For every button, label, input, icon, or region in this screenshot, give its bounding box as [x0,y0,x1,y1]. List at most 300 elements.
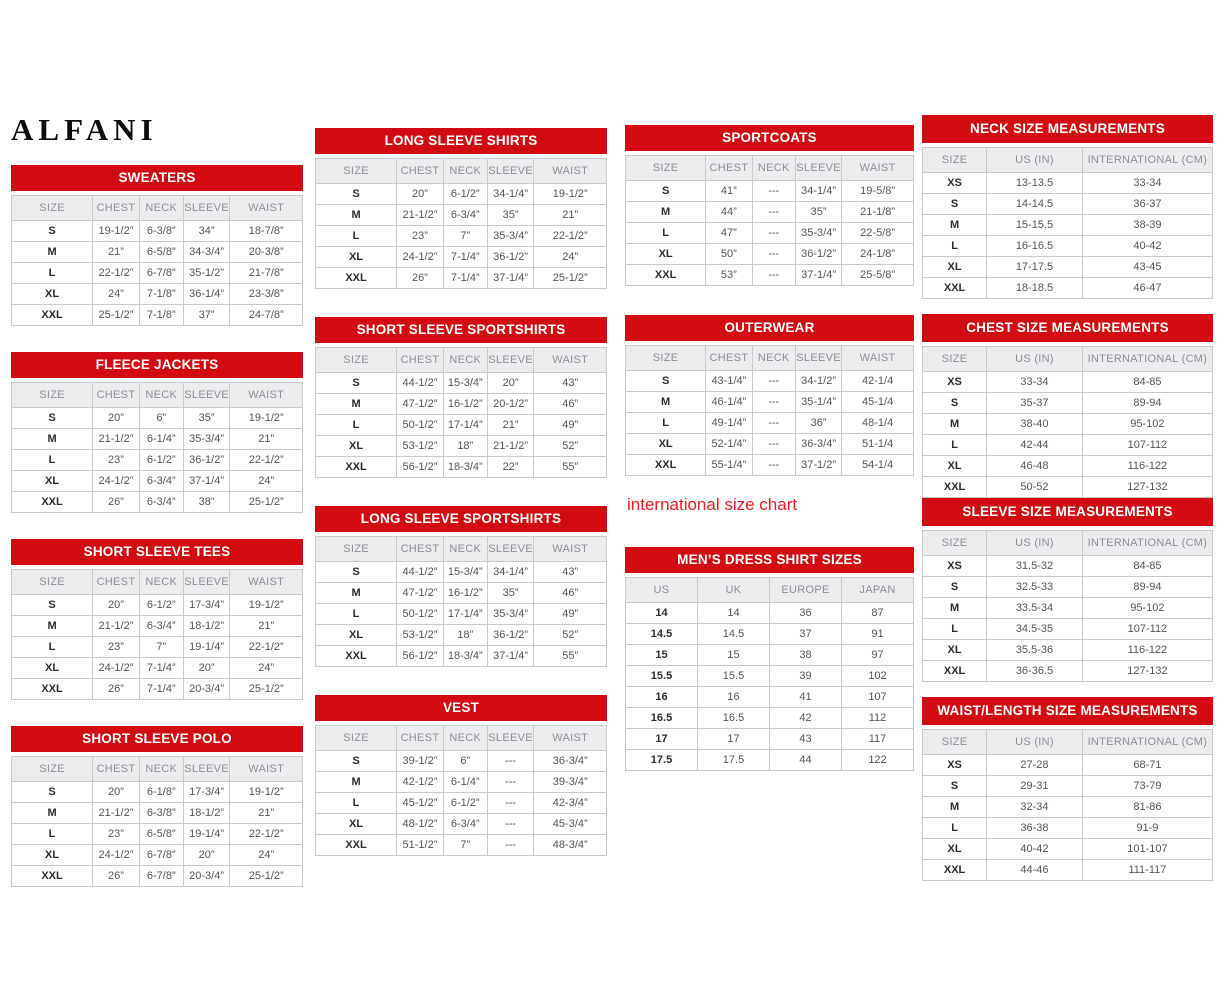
table-cell: 42-44 [987,435,1083,456]
table-row [316,751,607,772]
column-header: NECK [139,570,183,595]
table-cell: 18” [443,436,487,457]
long-sleeve-sportshirts-section [315,506,607,667]
table-cell: 40-42 [987,839,1083,860]
table-cell: XXL [626,265,706,286]
column-header: SIZE [316,159,397,184]
column-header: US (IN) [987,531,1083,556]
table-cell: 35” [487,583,534,604]
table-cell: 51-1/2” [397,835,444,856]
header-row [12,196,303,221]
table-cell: 47” [706,223,752,244]
table-cell: 46” [534,583,607,604]
waist-length-size-measurements-table [922,729,1213,881]
table-cell: 15-15.5 [987,215,1083,236]
chest-size-measurements-title: CHEST SIZE MEASUREMENTS [922,314,1213,342]
table-row [12,616,303,637]
table-cell: 19-1/2” [534,184,607,205]
table-cell: 22-1/2” [230,637,303,658]
column-header: CHEST [397,159,444,184]
table-cell: 33-34 [987,372,1083,393]
table-cell: 116-122 [1082,640,1212,661]
table-cell: S [12,408,93,429]
table-cell: 127-132 [1082,477,1212,498]
table-cell: 55” [534,457,607,478]
table-cell: 43” [534,373,607,394]
header-row [626,346,914,371]
table-row [923,372,1213,393]
table-row [923,818,1213,839]
table-row [626,181,914,202]
table-row [12,845,303,866]
column-header: SLEEVE [795,346,841,371]
table-row [12,471,303,492]
column-header: NECK [139,757,183,782]
column-header: INTERNATIONAL (CM) [1082,148,1212,173]
long-sleeve-shirts-title: LONG SLEEVE SHIRTS [315,128,607,154]
short-sleeve-sportshirts-title: SHORT SLEEVE SPORTSHIRTS [315,317,607,343]
table-cell: M [626,392,706,413]
table-cell: 6-3/8” [139,221,183,242]
table-cell: 24-1/2” [397,247,444,268]
table-cell: 18” [443,625,487,646]
table-cell: 49-1/4” [706,413,752,434]
column-header: WAIST [230,383,303,408]
table-cell: 6-3/8” [139,803,183,824]
table-cell: XL [923,456,987,477]
header-row [316,537,607,562]
table-cell: 22” [487,457,534,478]
header-row [316,726,607,751]
table-cell: 16.5 [626,708,698,729]
table-cell: 39-3/4” [534,772,607,793]
table-cell: XS [923,372,987,393]
table-row [316,205,607,226]
table-cell: 34-3/4” [183,242,230,263]
table-row [923,640,1213,661]
column-header: UK [698,578,770,603]
table-cell: 6-3/4” [139,471,183,492]
header-row [12,757,303,782]
table-cell: 16-1/2” [443,583,487,604]
table-cell: 20-3/4” [183,679,230,700]
table-cell: S [316,751,397,772]
international-size-chart-label: international size chart [627,495,798,514]
table-cell: --- [752,244,795,265]
table-row [316,625,607,646]
column-2 [315,128,607,884]
table-cell: 38” [183,492,230,513]
table-cell: 34” [183,221,230,242]
table-cell: 24” [230,845,303,866]
table-cell: 53-1/2” [397,436,444,457]
table-cell: 38-40 [987,414,1083,435]
column-header: SLEEVE [795,156,841,181]
table-cell: 21-7/8” [230,263,303,284]
outerwear-section [625,315,914,476]
table-cell: M [316,583,397,604]
table-cell: 50-1/2” [397,415,444,436]
table-cell: 6” [139,408,183,429]
table-cell: 22-1/2” [230,450,303,471]
column-header: JAPAN [842,578,914,603]
table-cell: 15-3/4” [443,562,487,583]
table-cell: 34-1/2” [795,371,841,392]
header-row [12,570,303,595]
table-cell: 37-1/4” [795,265,841,286]
table-cell: XXL [12,679,93,700]
column-header: SIZE [923,148,987,173]
table-cell: 42-1/2” [397,772,444,793]
table-cell: 35-3/4” [487,226,534,247]
table-cell: 6-1/4” [443,772,487,793]
table-cell: 44 [770,750,842,771]
table-cell: 16.5 [698,708,770,729]
table-cell: 35-37 [987,393,1083,414]
mens-dress-shirt-sizes-title: MEN’S DRESS SHIRT SIZES [625,547,914,573]
table-cell: 55” [534,646,607,667]
table-cell: XL [923,257,987,278]
mens-dress-shirt-sizes-section [625,547,914,771]
table-row [923,456,1213,477]
column-header: SLEEVE [183,196,230,221]
table-cell: 22-1/2” [534,226,607,247]
table-cell: XL [12,658,93,679]
table-row [923,393,1213,414]
table-row [12,408,303,429]
table-row [626,603,914,624]
table-cell: 35-1/2” [183,263,230,284]
table-row [923,776,1213,797]
table-cell: 36-1/4” [183,284,230,305]
table-cell: 43-45 [1082,257,1212,278]
table-cell: 7-1/8” [139,305,183,326]
table-cell: 24” [230,471,303,492]
table-cell: --- [752,455,795,476]
table-row [12,595,303,616]
table-cell: M [316,205,397,226]
table-cell: 55-1/4” [706,455,752,476]
table-cell: 6-7/8” [139,263,183,284]
table-cell: 46-1/4” [706,392,752,413]
table-row [12,824,303,845]
table-row [316,793,607,814]
table-cell: 14 [698,603,770,624]
table-cell: XXL [12,866,93,887]
table-cell: 6-1/4” [139,429,183,450]
sleeve-size-measurements-section [922,498,1213,682]
table-cell: L [12,263,93,284]
column-header: WAIST [842,346,914,371]
table-cell: 15.5 [626,666,698,687]
table-cell: 36-36.5 [987,661,1083,682]
long-sleeve-sportshirts-title: LONG SLEEVE SPORTSHIRTS [315,506,607,532]
table-cell: 42-1/4 [842,371,914,392]
table-cell: 34.5-35 [987,619,1083,640]
alfani-logo: ALFANI [11,112,158,147]
table-cell: 89-94 [1082,577,1212,598]
column-header: INTERNATIONAL (CM) [1082,730,1212,755]
table-cell: XXL [12,492,93,513]
table-cell: 21-1/2” [93,803,140,824]
table-cell: 42 [770,708,842,729]
table-row [626,413,914,434]
table-cell: 23” [397,226,444,247]
table-cell: 37-1/4” [487,646,534,667]
table-cell: S [316,373,397,394]
table-cell: 6-7/8” [139,866,183,887]
table-cell: 122 [842,750,914,771]
table-cell: 21” [230,616,303,637]
table-row [626,750,914,771]
table-row [923,598,1213,619]
table-cell: 50-52 [987,477,1083,498]
table-cell: 41 [770,687,842,708]
table-row [12,429,303,450]
sportcoats-section [625,125,914,286]
table-cell: 33-34 [1082,173,1212,194]
table-cell: XXL [12,305,93,326]
table-cell: 41” [706,181,752,202]
neck-size-measurements-section [922,115,1213,299]
table-cell: 24” [230,658,303,679]
table-cell: 20” [93,595,140,616]
column-header: NECK [443,537,487,562]
table-cell: 45-3/4” [534,814,607,835]
table-cell: 16 [698,687,770,708]
table-cell: 35-3/4” [183,429,230,450]
table-cell: 27-28 [987,755,1083,776]
table-cell: L [316,226,397,247]
table-cell: 20” [487,373,534,394]
table-cell: 68-71 [1082,755,1212,776]
table-cell: 44-1/2” [397,562,444,583]
table-cell: 20” [397,184,444,205]
table-cell: 56-1/2” [397,457,444,478]
waist-length-size-measurements-title: WAIST/LENGTH SIZE MEASUREMENTS [922,697,1213,725]
table-cell: M [12,616,93,637]
table-row [923,236,1213,257]
table-cell: 53-1/2” [397,625,444,646]
table-cell: 97 [842,645,914,666]
table-cell: 6-3/4” [139,616,183,637]
table-cell: 35” [795,202,841,223]
table-cell: L [923,236,987,257]
table-cell: 38 [770,645,842,666]
table-cell: 36-38 [987,818,1083,839]
table-cell: 18-3/4” [443,646,487,667]
table-cell: L [12,637,93,658]
table-cell: L [923,818,987,839]
table-cell: 34-1/4” [487,184,534,205]
column-header: NECK [443,159,487,184]
sweaters-title: SWEATERS [11,165,303,191]
table-cell: 26” [93,679,140,700]
table-row [923,215,1213,236]
header-row [316,348,607,373]
table-cell: 17 [626,729,698,750]
vest-section [315,695,607,856]
header-row [316,159,607,184]
column-header: SLEEVE [183,570,230,595]
column-header: NECK [752,346,795,371]
column-header: WAIST [534,726,607,751]
column-header: WAIST [534,537,607,562]
table-cell: M [923,215,987,236]
table-cell: 107-112 [1082,619,1212,640]
table-cell: 21” [534,205,607,226]
table-cell: 6-5/8” [139,824,183,845]
table-row [626,687,914,708]
table-cell: S [923,393,987,414]
table-cell: 21” [93,242,140,263]
table-row [316,394,607,415]
table-cell: 25-1/2” [230,679,303,700]
table-cell: 6-1/2” [139,450,183,471]
table-cell: 17-1/4” [443,415,487,436]
table-cell: XXL [923,860,987,881]
table-cell: 15-3/4” [443,373,487,394]
table-cell: 18-18.5 [987,278,1083,299]
table-row [626,729,914,750]
sleeve-size-measurements-table [922,530,1213,682]
table-cell: 23-3/8” [230,284,303,305]
table-cell: S [626,181,706,202]
column-header: NECK [443,726,487,751]
table-cell: 107 [842,687,914,708]
long-sleeve-shirts-table [315,158,607,289]
header-row [923,730,1213,755]
table-cell: 44” [706,202,752,223]
long-sleeve-sportshirts-table [315,536,607,667]
table-cell: XS [923,173,987,194]
table-cell: 7” [139,637,183,658]
table-row [12,803,303,824]
table-cell: 33.5-34 [987,598,1083,619]
table-cell: M [316,394,397,415]
column-3 [625,125,914,800]
table-cell: 21-1/8” [842,202,914,223]
table-cell: 35-3/4” [487,604,534,625]
short-sleeve-tees-table [11,569,303,700]
table-row [626,244,914,265]
fleece-jackets-title: FLEECE JACKETS [11,352,303,378]
column-header: US (IN) [987,347,1083,372]
table-cell: 84-85 [1082,556,1212,577]
table-cell: 46” [534,394,607,415]
table-cell: 46-48 [987,456,1083,477]
table-cell: 48-1/4 [842,413,914,434]
table-row [316,835,607,856]
table-cell: 29-31 [987,776,1083,797]
table-cell: XL [626,244,706,265]
column-header: INTERNATIONAL (CM) [1082,531,1212,556]
table-cell: XXL [316,268,397,289]
table-cell: 37 [770,624,842,645]
table-row [12,450,303,471]
table-cell: 21” [230,429,303,450]
table-row [316,268,607,289]
table-cell: 15.5 [698,666,770,687]
header-row [12,383,303,408]
table-cell: 36-37 [1082,194,1212,215]
table-row [923,173,1213,194]
short-sleeve-polo-section [11,726,303,887]
table-cell: XS [923,755,987,776]
table-cell: S [316,184,397,205]
table-row [923,755,1213,776]
column-header: SLEEVE [487,159,534,184]
table-row [316,436,607,457]
column-header: NECK [752,156,795,181]
table-cell: XL [316,814,397,835]
table-cell: 36-3/4” [795,434,841,455]
table-cell: 21-1/2” [93,429,140,450]
table-cell: 19-1/2” [230,782,303,803]
table-row [316,226,607,247]
table-cell: XXL [316,457,397,478]
table-cell: --- [487,814,534,835]
table-cell: L [626,413,706,434]
column-header: SIZE [316,348,397,373]
header-row [626,156,914,181]
column-header: WAIST [230,570,303,595]
table-cell: 91-9 [1082,818,1212,839]
table-cell: 43-1/4” [706,371,752,392]
table-cell: 95-102 [1082,414,1212,435]
table-cell: 56-1/2” [397,646,444,667]
table-cell: 15 [698,645,770,666]
table-cell: 22-5/8” [842,223,914,244]
column-header: NECK [443,348,487,373]
sportcoats-title: SPORTCOATS [625,125,914,151]
table-cell: XL [626,434,706,455]
table-cell: 127-132 [1082,661,1212,682]
table-cell: 17-3/4” [183,595,230,616]
table-cell: 20” [93,782,140,803]
table-cell: 6-3/4” [443,814,487,835]
table-cell: L [316,793,397,814]
table-row [12,242,303,263]
table-cell: 35-3/4” [795,223,841,244]
table-cell: 91 [842,624,914,645]
neck-size-measurements-title: NECK SIZE MEASUREMENTS [922,115,1213,143]
table-cell: 81-86 [1082,797,1212,818]
header-row [923,148,1213,173]
table-cell: 19-5/8” [842,181,914,202]
table-row [12,284,303,305]
table-cell: 7-1/4” [443,268,487,289]
table-cell: 37-1/2” [795,455,841,476]
column-header: US (IN) [987,730,1083,755]
table-row [316,562,607,583]
table-cell: 17-17.5 [987,257,1083,278]
table-cell: --- [487,751,534,772]
table-cell: 22-1/2” [230,824,303,845]
table-cell: 7-1/4” [139,679,183,700]
table-cell: 25-1/2” [93,305,140,326]
table-cell: 44-1/2” [397,373,444,394]
table-cell: 19-1/4” [183,824,230,845]
table-cell: 24-1/8” [842,244,914,265]
table-row [626,392,914,413]
table-cell: 21-1/2” [93,616,140,637]
table-cell: 18-7/8” [230,221,303,242]
table-row [316,457,607,478]
column-header: EUROPE [770,578,842,603]
table-cell: S [316,562,397,583]
table-cell: 54-1/4 [842,455,914,476]
